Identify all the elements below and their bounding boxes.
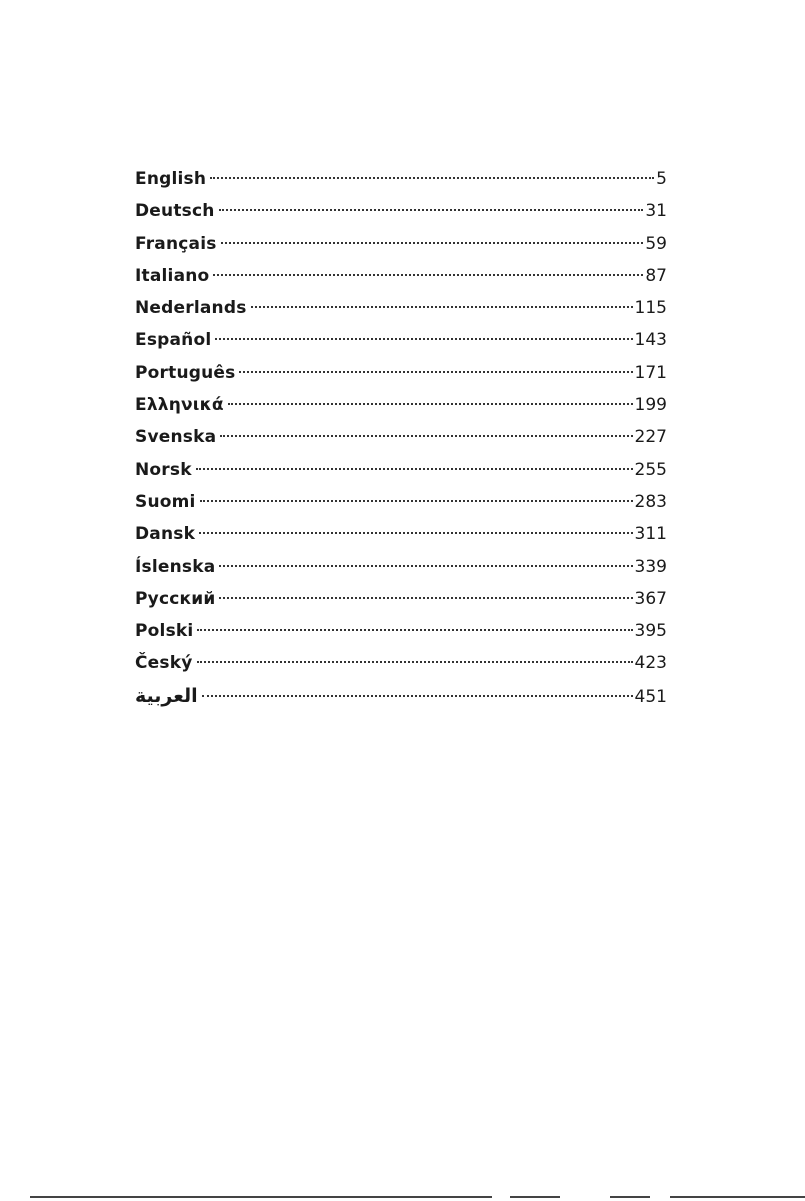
- toc-language-label: Español: [135, 330, 212, 351]
- toc-language-label: Suomi: [135, 491, 196, 512]
- toc-language-label: Polski: [135, 621, 194, 642]
- toc-language-label: Český: [135, 653, 193, 674]
- toc-dot-leader: [199, 519, 632, 539]
- toc-dot-leader: [221, 229, 644, 249]
- toc-page-number: 171: [634, 362, 667, 383]
- toc-page-number: 31: [645, 201, 667, 222]
- page-bottom-rule-gap: [650, 1193, 670, 1199]
- toc-dot-leader: [239, 358, 632, 378]
- toc-language-label: Dansk: [135, 524, 196, 545]
- toc-page-number: 5: [656, 169, 667, 189]
- toc-page-number: 199: [634, 395, 667, 416]
- toc-dot-leader: [197, 616, 632, 636]
- toc-page-number: 283: [634, 491, 667, 512]
- toc-entry-dansk[interactable]: [135, 518, 667, 550]
- toc-entry-nederlands[interactable]: [135, 292, 667, 324]
- toc-dot-leader: [213, 261, 643, 281]
- toc-page-number: 367: [634, 588, 667, 609]
- toc-page-number: 451: [634, 686, 667, 707]
- toc-page-number: 339: [634, 556, 667, 577]
- toc-language-label: Deutsch: [135, 201, 215, 222]
- toc-dot-leader: [219, 552, 632, 572]
- toc-dot-leader: [220, 422, 632, 442]
- toc-dot-leader: [202, 682, 633, 702]
- toc-dot-leader: [219, 196, 644, 216]
- toc-page-number: 59: [645, 233, 667, 254]
- toc-entry-italiano[interactable]: [135, 260, 667, 292]
- toc-language-label: العربية: [135, 684, 198, 707]
- toc-dot-leader: [251, 293, 633, 313]
- toc-language-label: Svenska: [135, 427, 217, 448]
- toc-page-number: 227: [634, 427, 667, 448]
- toc-entry-espanol[interactable]: [135, 324, 667, 356]
- toc-page-number: 255: [634, 459, 667, 480]
- toc-language-label: Íslenska: [135, 556, 216, 577]
- toc-entry-suomi[interactable]: [135, 486, 667, 518]
- toc-dot-leader: [197, 648, 633, 668]
- toc-language-label: English: [135, 169, 207, 189]
- toc-page-number: 395: [634, 621, 667, 642]
- toc-language-label: Norsk: [135, 459, 192, 480]
- toc-dot-leader: [200, 487, 633, 507]
- toc-language-label: Italiano: [135, 265, 210, 286]
- toc-page-number: 115: [634, 298, 667, 319]
- toc-language-label: Português: [135, 362, 236, 383]
- toc-entry-russian[interactable]: [135, 583, 667, 615]
- toc-entry-cesky[interactable]: [135, 647, 667, 679]
- toc-page-number: 87: [645, 265, 667, 286]
- table-of-contents: [135, 163, 667, 712]
- toc-language-label: Ελληνικά: [135, 395, 224, 416]
- toc-entry-english[interactable]: [135, 163, 667, 195]
- page-bottom-rule-gap: [492, 1193, 510, 1199]
- toc-entry-francais[interactable]: [135, 228, 667, 260]
- toc-language-label: Nederlands: [135, 298, 247, 319]
- toc-page-number: 311: [634, 524, 667, 545]
- toc-dot-leader: [210, 164, 654, 184]
- toc-entry-greek[interactable]: [135, 389, 667, 421]
- toc-page-number: 143: [634, 330, 667, 351]
- page-bottom-rule-gap: [560, 1193, 610, 1199]
- toc-page-number: 423: [634, 653, 667, 674]
- toc-entry-arabic[interactable]: [135, 680, 667, 712]
- page-bottom-rule: [30, 1196, 805, 1198]
- toc-dot-leader: [219, 584, 632, 604]
- toc-language-label: Français: [135, 233, 217, 254]
- toc-dot-leader: [215, 325, 632, 345]
- toc-entry-svenska[interactable]: [135, 421, 667, 453]
- toc-entry-norsk[interactable]: [135, 454, 667, 486]
- toc-entry-islenska[interactable]: [135, 551, 667, 583]
- toc-dot-leader: [228, 390, 633, 410]
- toc-entry-portugues[interactable]: [135, 357, 667, 389]
- toc-dot-leader: [196, 455, 633, 475]
- toc-entry-deutsch[interactable]: [135, 195, 667, 227]
- toc-language-label: Русский: [135, 588, 216, 609]
- toc-entry-polski[interactable]: [135, 615, 667, 647]
